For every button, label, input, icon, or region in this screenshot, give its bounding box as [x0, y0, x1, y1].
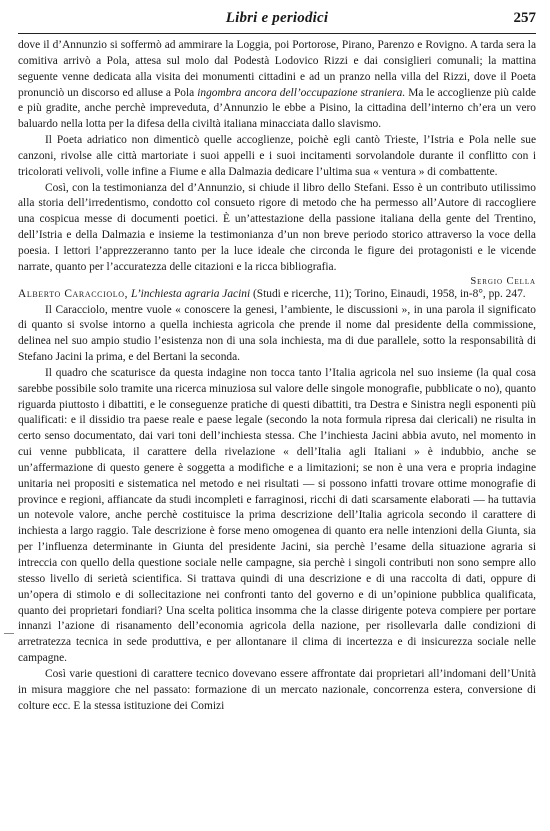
review-continuation	[18, 38, 536, 276]
continuation-paragraph-3: Così, con la testimonianza del d’Annunzio, si chiude il libro dello Stefani. Esso è un contributo utilissimo alla storia dell’irredentismo, condotto col consueto rigore di metodo che ha permesso all’Autore di raccogliere una cospicua messe di documenti poetici. È un’attestazione della passione italiana della gente del Trentino, dell’Istria e della Dalmazia e insieme la testimonianza d’un non breve periodo storico attraverso la voce della poesia. I lettori l’apprezzeranno tanto per la luce ideale che circonda le figure dei protagonisti e le vicende narrate, quanto per l’accuratezza delle citazioni e la ricca bibliografia.	[18, 181, 536, 273]
review-entry	[4, 287, 536, 715]
review-paragraph-3: Così varie questioni di carattere tecnico dovevano essere affrontate dai proprietari all’indomani dell’Unità in misura maggiore che nel passato: formazione di un mercato nazionale, concorrenza estera, conversione di colture ecc. E la stessa istituzione dei Comizi	[18, 667, 536, 712]
review-paragraph-2: Il quadro che scaturisce da questa indagine non tocca tanto l’Italia agricola nel suo insieme (la qual cosa sarebbe possibile solo tramite una ricerca minuziosa sul valore delle singole monografie, pubblicate o no), quanto riguarda piuttosto i dibattiti, e le conseguenze pratiche di questi dibattiti, tra Destra e Sinistra negli esponenti più qualificati: e il dissidio tra paese reale e paese legale (secondo la nota formula ripresa dai clericali) ne risulta in certo senso documentato, dai vari toni dell’inchiesta stessa. Che l’inchiesta Jacini abbia avuto, nel momento in cui venne pubblicata, il carattere della rivelazione « dell’Italia agli Italiani » è indubbio, anche se un’affermazione di questo genere è soggetta a modifiche e a limitazioni; se non è una vera e propria indagine unitaria nei propositi e sistematica nel metodo e nei risultati — si possono infatti trovare ottime monografie di province e regioni, affiancate da studi incompleti e farraginosi, ricchi di dati scarsamente elaborati — ha tuttavia un notevole valore, anche perchè costituisce la prima descrizione dell’Italia agricola secondo il carattere di inchiesta a largo raggio. Tale descrizione è forse meno omogenea di quanto era nelle intenzioni della Giunta, sia per l’influenza determinante in Giunta del presidente Jacini, sia perchè l’esame della situazione agraria si intreccia con quello della questione sociale nelle campagne, sia perchè i singoli contributi non sono sempre allo stesso livello di serietà scientifica. Si trattava quindi di una descrizione e di una raccolta di dati, oppure di un’opera di stimolo e di sollecitazione nei confronti tanto del governo e di un’opinione pubblica qualificata, quanto dei proprietari fondiari? Una scelta politica insomma che la classe dirigente poteva compiere per portare innanzi l’azione di risanamento dell’economia agricola della nazione, per risollevarla dalle condizioni di arretratezza tecnica in sede produttiva, e per allontanare il clima di incertezza e di insicurezza sociale nelle campagne.	[18, 366, 536, 665]
continuation-text-1: dove il d’Annunzio si soffermò ad ammirare la Loggia, poi Portorose, Pirano, Parenzo e Rovigno. A tarda sera la comitiva arrivò a Pola, attesa sul molo dal Podestà Lodovico Rizzi e dai consiglieri comunali; la mattina seguente venne dedicata alla visita dei monumenti cittadini e ad un pranzo nella villa del Rizzi, dove il Poeta pronunciò un discorso ed alluse a Pola	[18, 39, 536, 99]
margin-mark: —	[4, 627, 14, 639]
page-number: 257	[513, 10, 536, 26]
review-author: Alberto Caracciolo,	[18, 287, 129, 300]
continuation-paragraph-2: Il Poeta adriatico non dimenticò quelle accoglienze, poichè egli cantò Trieste, l’Istria e Pola nelle sue canzoni, rivolse alle città martoriate i suoi appelli e i suoi incitamenti sorvolandole durante il conflitto con i tricolorati velivoli, volle infine a Fiume e alla Dalmazia dedicare l’ultima sua « ventura » di combattente.	[18, 134, 536, 178]
continuation-text-2: Ma le accoglienze più calde e più gradite, anche perchè impreveduta, d’Annunzio le ebbe a Pisino, la cittadina dell’interno ch’era un vero baluardo nella lotta per la difesa della civiltà italiana minacciata dallo slavismo.	[18, 86, 536, 131]
review-publication-details: (Studi e ricerche, 11); Torino, Einaudi, 1958, in-8°, pp. 247.	[250, 287, 526, 300]
header-rule	[18, 33, 536, 34]
review-book-title: L’inchiesta agraria Jacini	[130, 287, 251, 300]
review-paragraph-2-wrap	[4, 366, 536, 667]
running-head: Libri e periodici	[225, 10, 329, 26]
page-header	[18, 6, 536, 32]
reviewer-signature: Sergio Cella	[470, 275, 536, 287]
continuation-italic-quote: ingombra ancora dell’occupazione straniera.	[197, 86, 406, 99]
review-heading	[18, 287, 536, 303]
continuation-paragraph-1	[18, 38, 536, 133]
review-paragraph-1: Il Caracciolo, mentre vuole « conoscere la genesi, l’ambiente, le discussioni », in una parola il significato di quanto si svolse intorno a quella inchiesta agricola che prende il nome dal presidente della commissione, delinea nel suo ampio studio l’esistenza non di una sola inchiesta, ma di due parallele, sotto la responsabilità di Stefano Jacini la prima, e del Bertani la seconda.	[18, 303, 536, 364]
page-body	[4, 38, 536, 825]
